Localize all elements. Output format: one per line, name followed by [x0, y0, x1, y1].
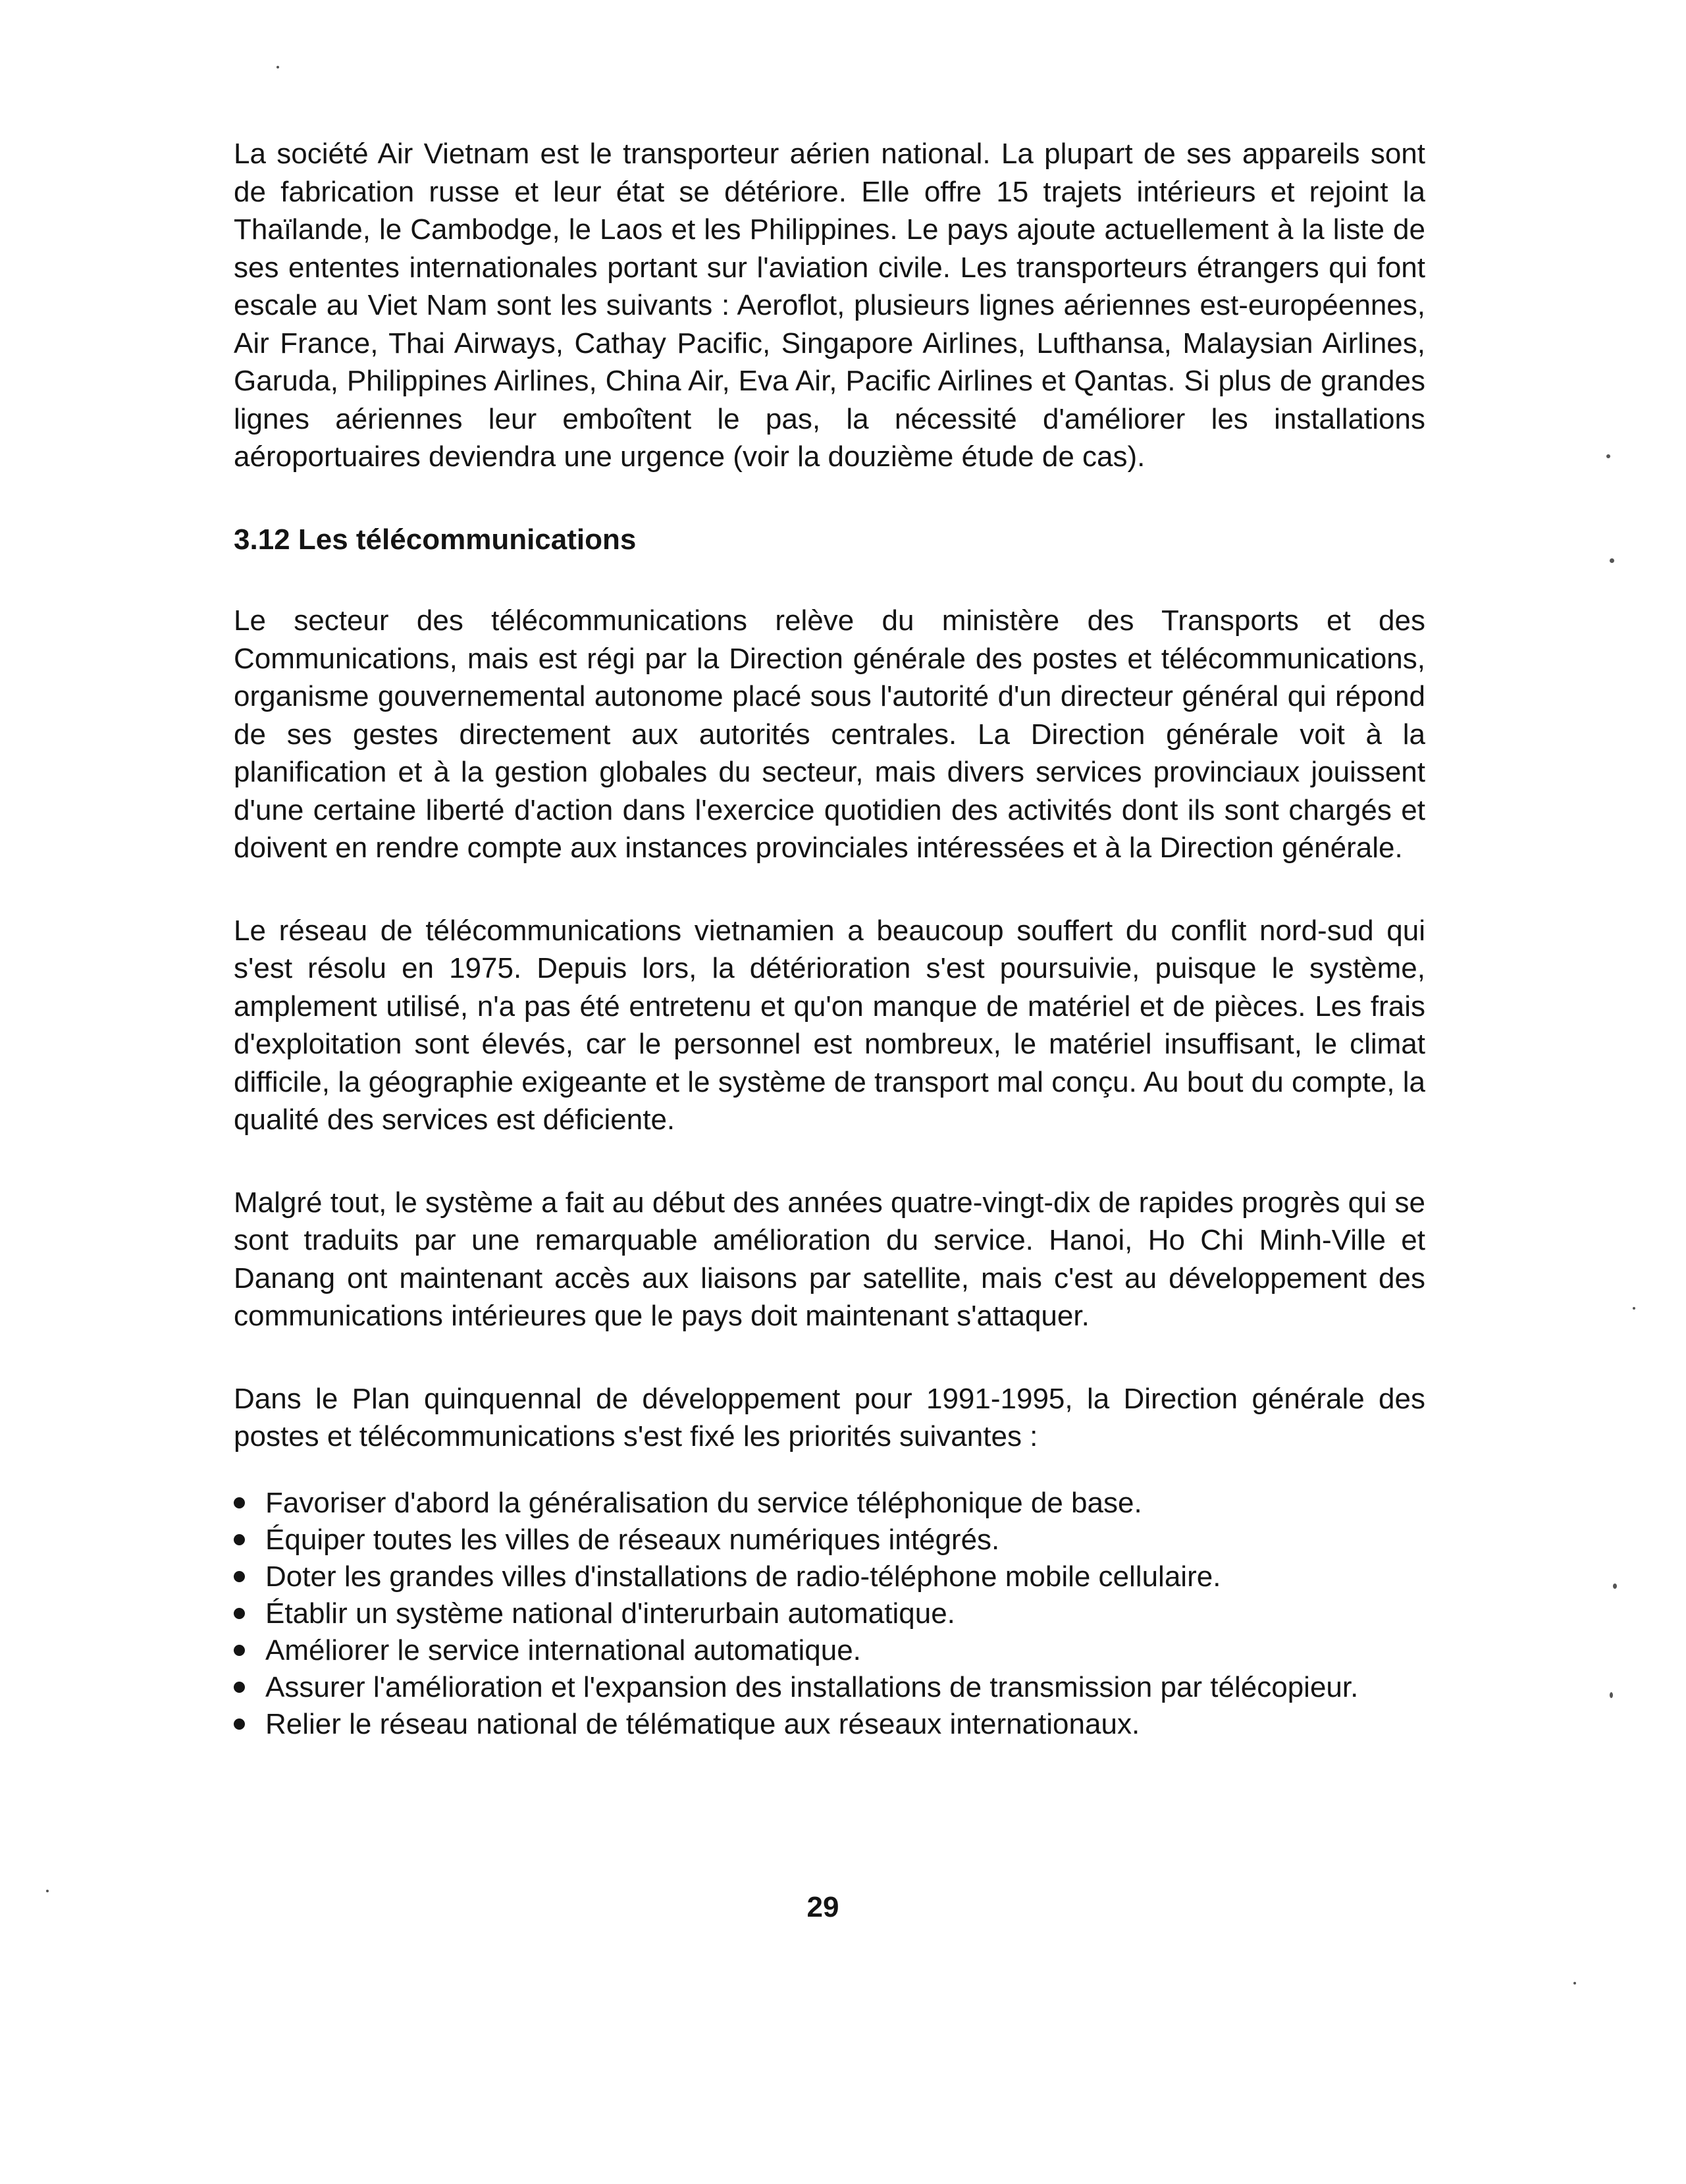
bullet-icon: [234, 1718, 245, 1730]
scan-speck: [1613, 1584, 1617, 1589]
list-item: [234, 1669, 1425, 1706]
list-item: [234, 1558, 1425, 1595]
priorities-list: [234, 1485, 1425, 1743]
list-item-text: Relier le réseau national de télématique aux réseaux internationaux.: [265, 1707, 1140, 1740]
bullet-icon: [234, 1608, 245, 1619]
document-body: [234, 135, 1425, 1743]
list-item: [234, 1485, 1425, 1522]
scan-speck: [1610, 558, 1614, 563]
list-item-text: Favoriser d'abord la généralisation du service téléphonique de base.: [265, 1486, 1142, 1519]
bullet-icon: [234, 1497, 245, 1508]
scan-speck: [46, 1890, 49, 1892]
list-item-text: Améliorer le service international automatique.: [265, 1634, 861, 1666]
list-item: [234, 1595, 1425, 1632]
section-heading: 3.12 Les télécommunications: [234, 523, 637, 556]
paragraph-telecom-sector: Le secteur des télécommunications relève du ministère des Transports et des Communications, mais est régi par la Direction générale des postes et télécommunications, organisme gouvernemental autonome placé sous l'autorité d'un directeur général qui répond de ses gestes directement aux autorités centrales. La Direction générale voit à la planification et à la gestion globales du secteur, mais divers services provinciaux jouissent d'une certaine liberté d'action dans l'exercice quotidien des activités dont ils sont chargés et doivent en rendre compte aux instances provinciales intéressées et à la Direction générale.: [234, 604, 1425, 864]
list-item: [234, 1706, 1425, 1743]
scan-speck: [1606, 454, 1610, 458]
list-item: [234, 1522, 1425, 1558]
page-number: 29: [806, 1891, 839, 1923]
list-item-text: Doter les grandes villes d'installations de radio-téléphone mobile cellulaire.: [265, 1560, 1221, 1593]
paragraph-network-history: Le réseau de télécommunications vietnamien a beaucoup souffert du conflit nord-sud qui s'est résolu en 1975. Depuis lors, la détérioration s'est poursuivie, puisque le système, amplement utilisé, n'a pas été entretenu et qu'on manque de matériel et de pièces. Les frais d'exploitation sont élevés, car le personnel est nombreux, le matériel insuffisant, le climat difficile, la géographie exigeante et le système de transport mal conçu. Au bout du compte, la qualité des services est déficiente.: [234, 914, 1425, 1136]
scan-speck: [1573, 1982, 1576, 1984]
bullet-icon: [234, 1571, 245, 1582]
bullet-icon: [234, 1645, 245, 1656]
bullet-icon: [234, 1682, 245, 1693]
scan-speck: [1610, 1692, 1613, 1698]
scan-speck: [1633, 1307, 1635, 1310]
paragraph-progress: Malgré tout, le système a fait au début des années quatre-vingt-dix de rapides progrès qui se sont traduits par une remarquable amélioration du service. Hanoi, Ho Chi Minh-Ville et Danang ont maintenant accès aux liaisons par satellite, mais c'est au développement des communications intérieures que le pays doit maintenant s'attaquer.: [234, 1186, 1425, 1332]
paragraph-five-year-plan: Dans le Plan quinquennal de développement pour 1991-1995, la Direction générale des postes et télécommunications s'est fixé les priorités suivantes :: [234, 1382, 1425, 1452]
list-item: [234, 1632, 1425, 1669]
list-item-text: Établir un système national d'interurbain automatique.: [265, 1597, 955, 1630]
scan-speck: [277, 66, 279, 68]
bullet-icon: [234, 1534, 245, 1545]
list-item-text: Équiper toutes les villes de réseaux numériques intégrés.: [265, 1523, 1000, 1556]
paragraph-air-vietnam: La société Air Vietnam est le transporteur aérien national. La plupart de ses appareils sont de fabrication russe et leur état se détériore. Elle offre 15 trajets intérieurs et rejoint la Thaïlande, le Cambodge, le Laos et les Philippines. Le pays ajoute actuellement à la liste de ses ententes internationales portant sur l'aviation civile. Les transporteurs étrangers qui font escale au Viet Nam sont les suivants : Aeroflot, plusieurs lignes aériennes est-européennes, Air France, Thai Airways, Cathay Pacific, Singapore Airlines, Lufthansa, Malaysian Airlines, Garuda, Philippines Airlines, China Air, Eva Air, Pacific Airlines et Qantas. Si plus de grandes lignes aériennes leur emboîtent le pas, la nécessité d'améliorer les installations aéroportuaires deviendra une urgence (voir la douzième étude de cas).: [234, 138, 1425, 473]
list-item-text: Assurer l'amélioration et l'expansion des installations de transmission par télécopieur.: [265, 1670, 1359, 1703]
